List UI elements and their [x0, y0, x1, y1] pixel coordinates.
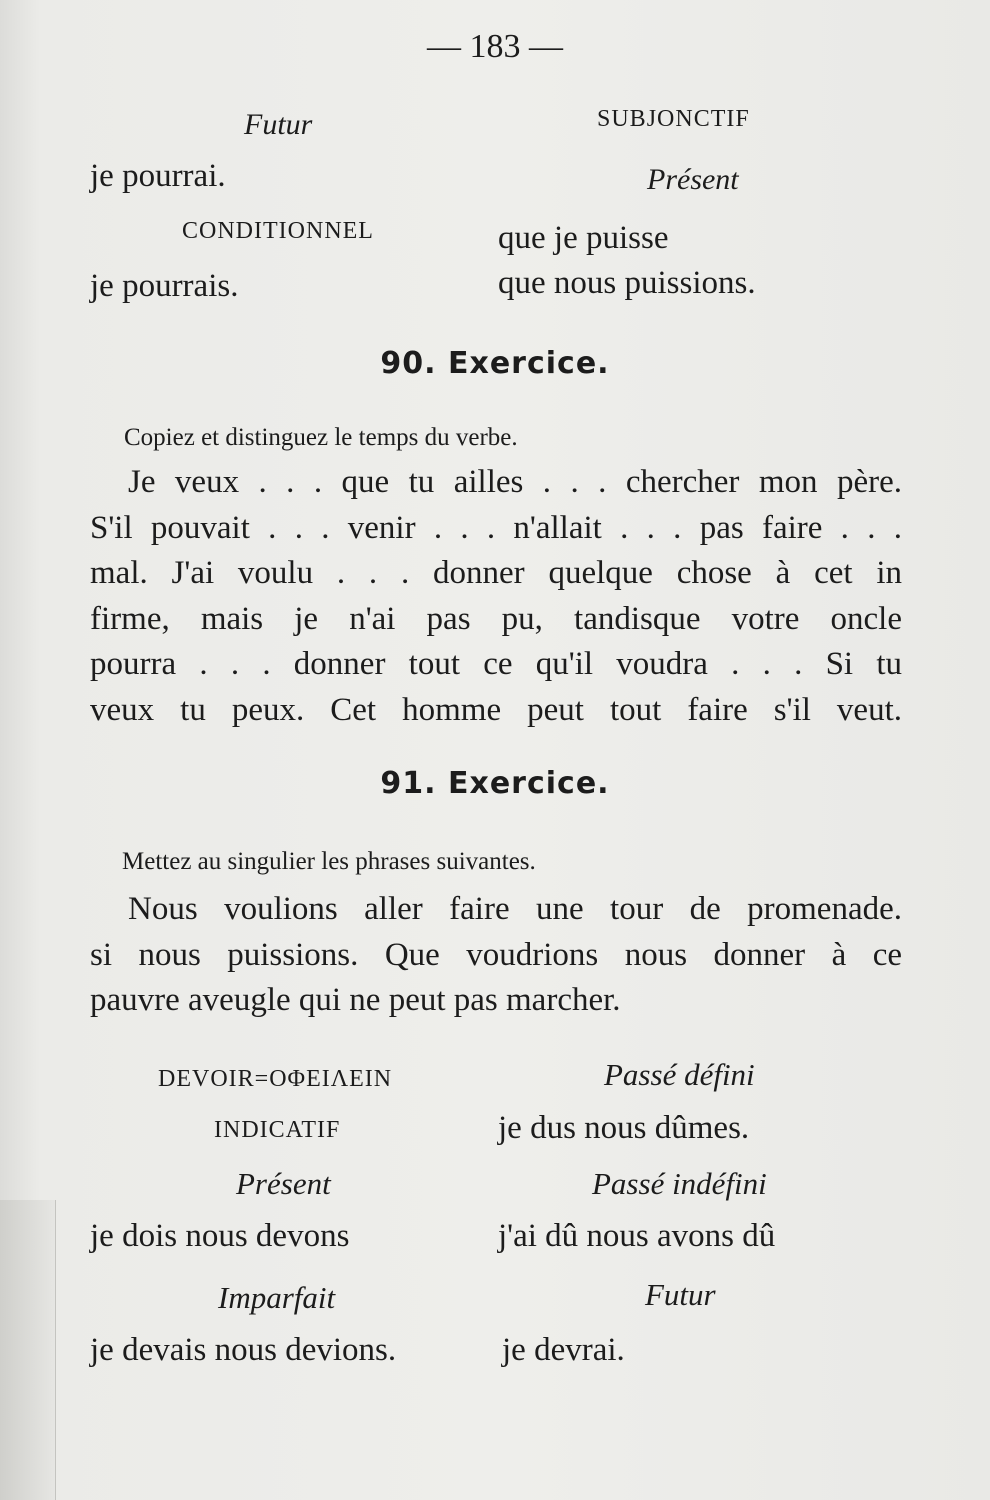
text-line: firme, mais je n'ai pas pu, tandisque votre oncle [90, 600, 902, 637]
exercise-90-title: 90. Exercice. [380, 346, 610, 381]
devoir-imparfait-form: je devais nous devions. [90, 1332, 397, 1368]
devoir-heading: DEVOIR=ΟΦΕΙΛΕΙΝ [158, 1066, 393, 1092]
devoir-passe-indefini-form: j'ai dû nous avons dû [498, 1218, 776, 1254]
devoir-present-form: je dois nous devons [90, 1218, 350, 1254]
subjonctif-form-1: que je puisse [498, 220, 669, 256]
exercise-91-instruction: Mettez au singulier les phrases suivantes. [122, 848, 536, 875]
subjonctif-heading: SUBJONCTIF [597, 106, 750, 132]
page-edge-shadow [0, 1200, 56, 1500]
devoir-present-heading: Présent [236, 1166, 331, 1201]
page-number: — 183 — [427, 28, 563, 65]
text-line: si nous puissions. Que voudrions nous donner à ce [90, 936, 902, 973]
text-line: pauvre aveugle qui ne peut pas marcher. [90, 982, 621, 1018]
devoir-passe-indefini-heading: Passé indéfini [592, 1166, 767, 1201]
devoir-passe-defini-heading: Passé défini [604, 1057, 755, 1092]
text-line: Nous voulions aller faire une tour de promenade. [128, 891, 902, 927]
devoir-passe-defini-form: je dus nous dûmes. [498, 1110, 750, 1146]
futur-form: je pourrai. [90, 158, 226, 194]
devoir-futur-form: je devrai. [502, 1332, 625, 1368]
devoir-imparfait-heading: Imparfait [218, 1280, 336, 1315]
exercise-90-instruction: Copiez et distinguez le temps du verbe. [124, 424, 518, 451]
exercise-90-text [90, 460, 902, 733]
text-line: veux tu peux. Cet homme peut tout faire s'il veut. [90, 691, 902, 728]
indicatif-heading: INDICATIF [214, 1117, 341, 1143]
conditionnel-form: je pourrais. [90, 268, 239, 304]
exercise-91-title: 91. Exercice. [380, 766, 610, 801]
futur-heading: Futur [244, 108, 313, 141]
devoir-futur-heading: Futur [645, 1277, 716, 1312]
text-line: Je veux . . . que tu ailles . . . chercher mon père. [128, 464, 902, 500]
conditionnel-heading: CONDITIONNEL [182, 218, 374, 244]
present-heading: Présent [647, 163, 739, 196]
exercise-91-text [90, 887, 902, 1024]
subjonctif-form-2: que nous puissions. [498, 265, 756, 301]
text-line: pourra . . . donner tout ce qu'il voudra . . . Si tu [90, 646, 902, 682]
text-line: mal. J'ai voulu . . . donner quelque chose à cet in [90, 555, 902, 591]
text-line: S'il pouvait . . . venir . . . n'allait . . . pas faire . . . [90, 509, 902, 546]
